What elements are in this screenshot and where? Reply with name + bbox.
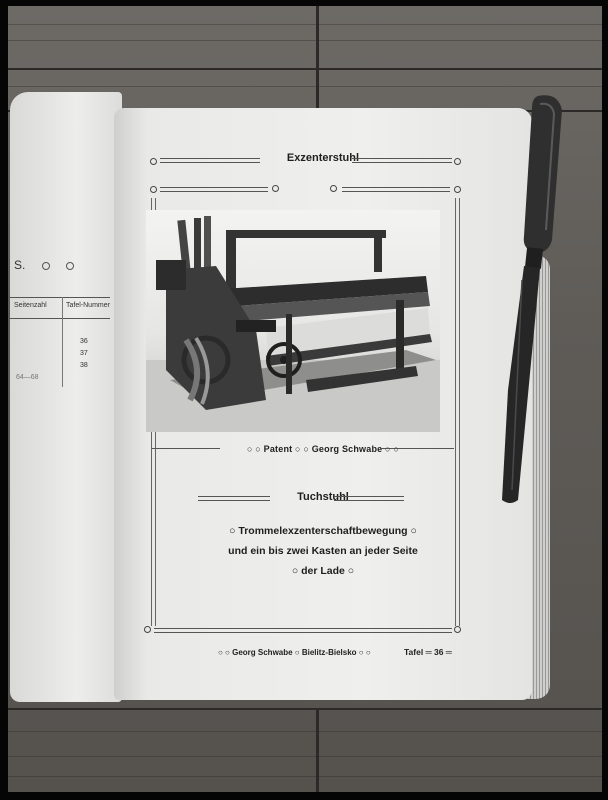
plate-word: Tafel (404, 647, 424, 657)
page-footer (218, 648, 371, 657)
footer-publisher: Georg Schwabe (232, 648, 293, 657)
left-page-letter: S. (14, 258, 26, 272)
section-heading: Tuchstuhl (297, 491, 349, 503)
ornament-ring (454, 186, 461, 193)
page-heading: Exzenterstuhl (286, 152, 360, 164)
line-ornament: ○ (291, 565, 302, 577)
plate-ornament: ═ (443, 647, 452, 657)
left-page-number: 38 (80, 362, 88, 369)
description-line-2: und ein bis zwei Kasten an jeder Seite (228, 545, 418, 557)
ornament-ring (330, 185, 337, 192)
caption-patent: Patent (263, 444, 293, 454)
footer-ornament: ○ ○ (218, 648, 233, 657)
ornament-rule (160, 187, 268, 192)
ornament-ring (150, 186, 157, 193)
ornament-rule (380, 448, 454, 450)
left-page-number: 37 (80, 350, 88, 357)
ornament-rule (342, 187, 450, 192)
line-ornament: ○ (344, 565, 355, 577)
left-page-col-1: Seitenzahl (14, 302, 47, 309)
left-book-page (10, 92, 122, 702)
loom-photograph (146, 210, 440, 432)
description-text: der Lade (301, 565, 345, 577)
caption-ornament: ○ ○ (292, 444, 312, 454)
plate-number: 36 (433, 647, 444, 657)
photo-caption (114, 444, 532, 454)
left-page-number: 36 (80, 338, 88, 345)
ornament-rule (154, 628, 452, 633)
line-ornament: ○ (229, 525, 239, 537)
footer-ornament: ○ ○ (356, 648, 371, 657)
left-page-col-2: Tafel-Nummer (66, 302, 110, 309)
ornament-rule (352, 158, 452, 163)
footer-city: Bielitz-Bielsko (301, 648, 357, 657)
left-page-range: 64—68 (16, 374, 39, 381)
left-page-dot (42, 262, 50, 270)
ornament-ring (454, 626, 461, 633)
left-page-column-divider (62, 297, 63, 387)
loom-machine-illustration (146, 210, 440, 432)
ornament-ring (454, 158, 461, 165)
plate-label (404, 647, 452, 657)
right-book-page (114, 108, 532, 700)
plate-ornament: ═ (423, 647, 434, 657)
ornament-ring (272, 185, 279, 192)
description-text: Trommelexzenterschaftbewegung (238, 525, 408, 537)
footer-ornament: ○ (292, 648, 302, 657)
left-page-dot (66, 262, 74, 270)
description-line-3 (114, 565, 532, 577)
ornament-side-rule (455, 198, 460, 626)
line-ornament: ○ (407, 525, 417, 537)
caption-ornament: ○ ○ (246, 444, 264, 454)
ornament-rule (334, 496, 404, 501)
description-line-1 (114, 525, 532, 537)
file-tool-icon (488, 90, 568, 510)
caption-ornament: ○ ○ (382, 444, 400, 454)
caption-name: Georg Schwabe (311, 444, 383, 454)
ornament-ring (144, 626, 151, 633)
